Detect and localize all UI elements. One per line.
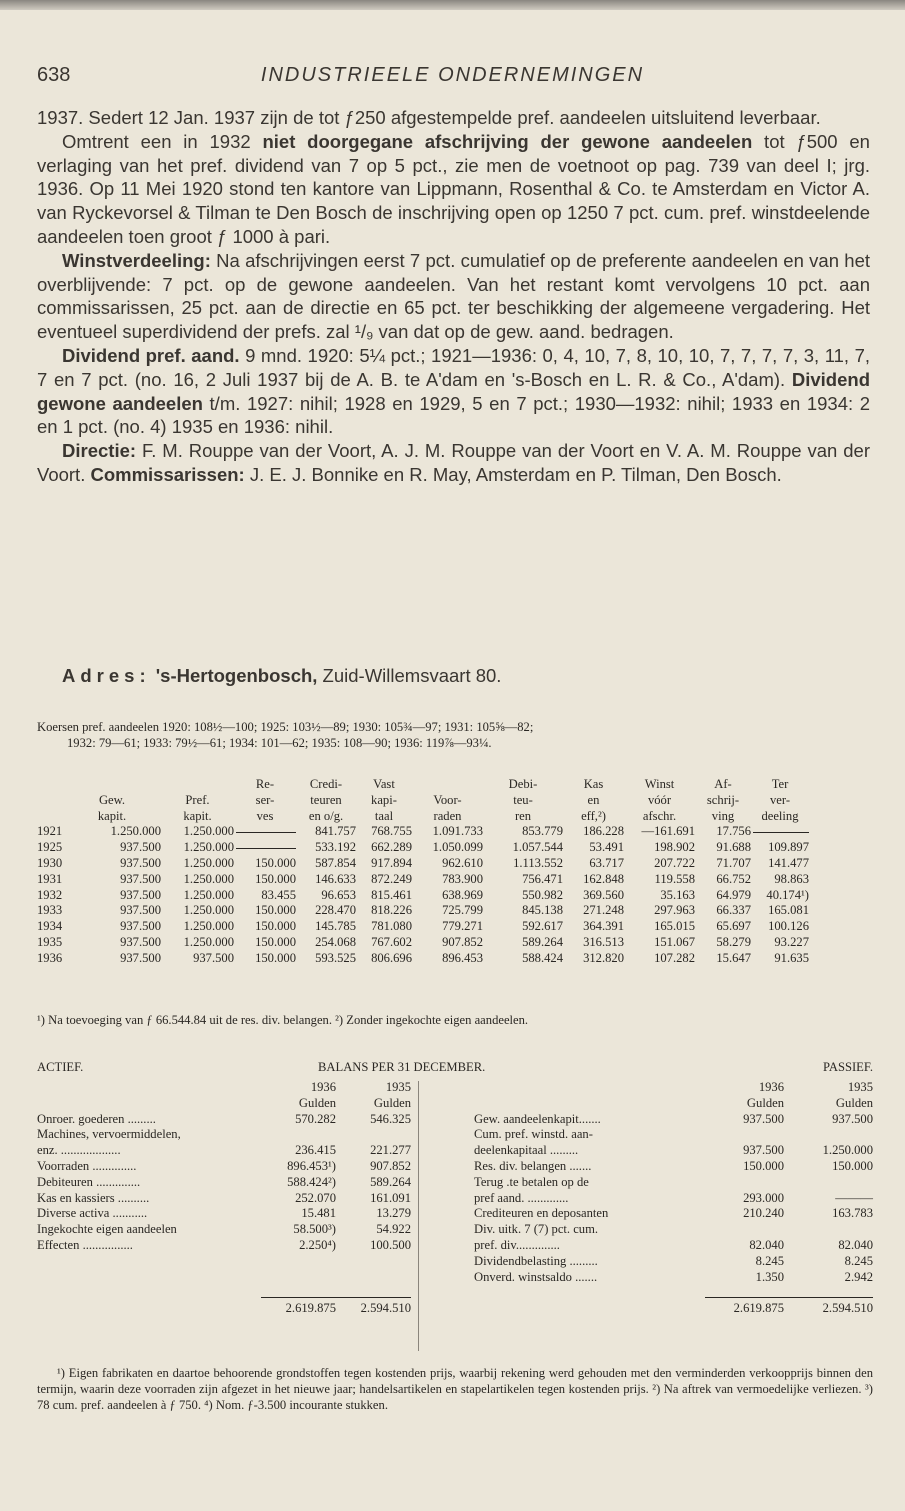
total-value: 2.594.510 xyxy=(360,1301,411,1316)
column-header: teuren xyxy=(310,792,342,807)
sum-rule xyxy=(261,1297,411,1298)
table-cell: 364.391 xyxy=(583,919,624,934)
section-label: Directie: xyxy=(62,440,137,462)
year-cell: 1925 xyxy=(37,840,63,855)
table-header-row xyxy=(37,777,873,793)
year-cell: 1921 xyxy=(37,824,63,839)
passief-value: 937.500 xyxy=(743,1111,784,1126)
table-cell: 588.424 xyxy=(522,950,563,965)
table-cell: 1.250.000 xyxy=(183,903,234,918)
balance-row xyxy=(37,1112,873,1128)
table-cell: 962.610 xyxy=(442,855,483,870)
section-label: Commissarissen: xyxy=(90,463,245,485)
column-header: raden xyxy=(433,808,462,823)
year-cell: 1936 xyxy=(37,950,63,965)
table-cell: 937.500 xyxy=(120,871,161,886)
table-cell: 58.279 xyxy=(716,934,751,949)
table-cell: 66.337 xyxy=(716,903,751,918)
dash-rule xyxy=(753,832,809,833)
table-cell: 162.848 xyxy=(583,871,624,886)
actief-item-label: Machines, vervoermiddelen, xyxy=(37,1127,181,1142)
table-cell: 150.000 xyxy=(255,903,296,918)
table-cell: 1.057.544 xyxy=(512,840,563,855)
table-cell: 119.558 xyxy=(654,871,695,886)
passief-value: 937.500 xyxy=(743,1143,784,1158)
table-cell: 53.491 xyxy=(589,840,624,855)
section-label: Winstverdeeling: xyxy=(62,249,211,271)
total-value: 2.594.510 xyxy=(822,1301,873,1316)
column-header: deeling xyxy=(761,808,799,823)
passief-item-label: pref. div.............. xyxy=(474,1237,560,1252)
table-cell xyxy=(234,840,296,856)
column-header: schrij- xyxy=(706,792,740,807)
balance-row xyxy=(37,1238,873,1254)
passief-value: ——— xyxy=(835,1190,873,1205)
column-header: Gew. xyxy=(98,792,126,807)
page-number: 638 xyxy=(37,64,71,86)
table-cell: 756.471 xyxy=(522,871,563,886)
table-cell: 100.126 xyxy=(768,919,809,934)
actief-value: 221.277 xyxy=(370,1143,411,1158)
table-cell: 1.050.099 xyxy=(432,840,483,855)
totals-row xyxy=(37,1301,873,1317)
table-cell: 141.477 xyxy=(768,855,809,870)
passief-item-label: Dividendbelasting ......... xyxy=(474,1253,598,1268)
sum-rule-row xyxy=(37,1285,873,1301)
table-cell: 1.113.552 xyxy=(513,855,563,870)
year-cell: 1934 xyxy=(37,919,63,934)
passief-value: 8.245 xyxy=(755,1253,784,1268)
table-cell: 165.015 xyxy=(654,919,695,934)
table-cell: 937.500 xyxy=(120,840,161,855)
table-row xyxy=(37,951,873,967)
passief-item-label: deelenkapitaal ......... xyxy=(474,1143,579,1158)
table-cell: 15.647 xyxy=(716,950,751,965)
passief-value: 937.500 xyxy=(832,1111,873,1126)
actief-value: 907.852 xyxy=(370,1158,411,1173)
table-row xyxy=(37,856,873,872)
table-cell: 841.757 xyxy=(315,824,356,839)
table-cell: 64.979 xyxy=(716,887,751,902)
actief-value: 896.453¹) xyxy=(287,1158,336,1173)
column-header: en o/g. xyxy=(308,808,344,823)
table-cell: 815.461 xyxy=(371,887,412,902)
balance-row xyxy=(37,1159,873,1175)
koersen-block xyxy=(37,719,873,751)
paragraph-dividend: Dividend pref. aand. 9 mnd. 1920: 5¼ pct.; 1921—1936: 0, 4, 10, 7, 8, 10, 10, 7, 7, 7, 7, 3, 11, 7, 7 en 7 pct. (no. 16, 2 Juli 1937 bij de A. B. te A'dam en 's-Bosch en L. R. & Co., A'dam). Dividend gewone aandeelen t/m. 1927: nihil; 1928 en 1929, 5 en 7 pct.; 1930—1932: nihil; 1933 en 1934: 2 en 1 pct. (no. 4) 1935 en 1936: nihil. xyxy=(37,344,870,438)
table-cell: 907.852 xyxy=(442,934,483,949)
table-cell: 83.455 xyxy=(261,887,296,902)
table-cell: 93.227 xyxy=(774,934,809,949)
table-cell: —161.691 xyxy=(641,824,695,839)
dash-rule xyxy=(236,832,296,833)
table-cell: 312.820 xyxy=(583,950,624,965)
table-cell: 150.000 xyxy=(255,950,296,965)
actief-value: 161.091 xyxy=(370,1190,411,1205)
actief-item-label: Kas en kassiers .......... xyxy=(37,1190,150,1205)
paragraph-winstverdeeling: Winstverdeeling: Na afschrijvingen eerst 7 pct. cumulatief op de preferente aandeelen en van het overblijvende: 7 pct. op de gewone aandeelen. Van het restant komt vervolgens 10 pct. aan commissarissen, 25 pct. aan de directie en 65 pct. ter beschikking der algemeene vergadering. Het eventueel superdividend der prefs. zal ¹/₉ van dat op de gew. aand. bedragen. xyxy=(37,249,870,343)
column-header: taal xyxy=(374,808,394,823)
table-cell: 207.722 xyxy=(654,855,695,870)
unit-header: Gulden xyxy=(746,1095,784,1110)
running-title: INDUSTRIEELE ONDERNEMINGEN xyxy=(260,64,645,86)
table-cell: 592.617 xyxy=(522,919,563,934)
balance-sheet xyxy=(37,1060,873,1317)
actief-value: 2.250⁴) xyxy=(299,1237,336,1252)
column-header: ving xyxy=(711,808,735,823)
actief-value: 570.282 xyxy=(295,1111,336,1126)
table-header-row xyxy=(37,793,873,809)
table-cell: 533.192 xyxy=(315,840,356,855)
table-row xyxy=(37,935,873,951)
table-cell: 369.560 xyxy=(583,887,624,902)
passief-value: 210.240 xyxy=(743,1206,784,1221)
table-cell: 937.500 xyxy=(193,950,234,965)
table-cell: 271.248 xyxy=(583,903,624,918)
actief-value: 54.922 xyxy=(376,1222,411,1237)
balance-row xyxy=(37,1270,873,1286)
koersen-line-2: 1932: 79—61; 1933: 79½—61; 1934: 101—62; 1935: 108—90; 1936: 119⅞—93¼. xyxy=(67,736,492,750)
table-cell: 917.894 xyxy=(371,855,412,870)
table-cell: 872.249 xyxy=(371,871,412,886)
table-cell: 91.635 xyxy=(774,950,809,965)
passief-value: 82.040 xyxy=(749,1237,784,1252)
section-label: Dividend gewone aandeelen xyxy=(37,368,870,414)
passief-item-label: pref aand. ............. xyxy=(474,1190,569,1205)
actief-label: ACTIEF. xyxy=(37,1060,84,1074)
actief-item-label: Debiteuren .............. xyxy=(37,1174,141,1189)
table-cell xyxy=(234,824,296,840)
table-row xyxy=(37,919,873,935)
body-text xyxy=(37,106,870,487)
column-header: Re- xyxy=(255,777,275,791)
table-cell: 146.633 xyxy=(315,871,356,886)
unit-header: Gulden xyxy=(298,1095,336,1110)
unit-header: Gulden xyxy=(373,1095,411,1110)
unit-header-row xyxy=(37,1096,873,1112)
balance-row xyxy=(37,1127,873,1143)
column-header: Voor- xyxy=(433,792,462,807)
table-row xyxy=(37,824,873,840)
financial-table xyxy=(37,777,873,967)
year-header-row xyxy=(37,1080,873,1096)
table-cell: 35.163 xyxy=(660,887,695,902)
actief-value: 252.070 xyxy=(295,1190,336,1205)
column-header: eff,²) xyxy=(581,808,606,823)
column-divider xyxy=(418,1081,419,1351)
passief-item-label: Gew. aandeelenkapit....... xyxy=(474,1111,601,1126)
table-cell: 937.500 xyxy=(120,950,161,965)
passief-value: 150.000 xyxy=(743,1158,784,1173)
table-cell: 1.250.000 xyxy=(183,919,234,934)
bold-phrase: niet doorgegane afschrijving der gewone aandeelen xyxy=(262,130,753,152)
actief-item-label: Voorraden .............. xyxy=(37,1158,137,1173)
column-header: vóór xyxy=(647,792,672,807)
table-cell: 779.271 xyxy=(442,919,483,934)
column-header: Af- xyxy=(714,777,732,791)
actief-item-label: Ingekochte eigen aandeelen xyxy=(37,1222,177,1237)
column-header: afschr. xyxy=(642,808,677,823)
table-cell: 1.091.733 xyxy=(432,824,483,839)
actief-item-label: enz. ................... xyxy=(37,1143,121,1158)
table-cell: 17.756 xyxy=(716,824,751,839)
table-footnote: ¹) Na toevoeging van ƒ 66.544.84 uit de res. div. belangen. ²) Zonder ingekochte eigen aandeelen. xyxy=(37,1013,529,1027)
paragraph-1: 1937. Sedert 12 Jan. 1937 zijn de tot ƒ250 afgestempelde pref. aandeelen uitsluitend leverbaar. xyxy=(37,107,821,128)
year-cell: 1931 xyxy=(37,871,63,886)
passief-value: 1.250.000 xyxy=(822,1143,873,1158)
column-header: kapit. xyxy=(97,808,127,823)
table-cell: 151.067 xyxy=(654,934,695,949)
actief-item-label: Effecten ................ xyxy=(37,1237,133,1252)
adres-city: 's-Hertogenbosch, xyxy=(155,665,318,686)
table-row xyxy=(37,903,873,919)
dash-rule xyxy=(236,848,296,849)
table-cell: 638.969 xyxy=(442,887,483,902)
table-cell: 767.602 xyxy=(371,934,412,949)
sum-rule xyxy=(705,1297,873,1298)
balance-row xyxy=(37,1254,873,1270)
passief-value: 163.783 xyxy=(832,1206,873,1221)
actief-value: 589.264 xyxy=(370,1174,411,1189)
paragraph-2: Omtrent een in 1932 niet doorgegane afschrijving der gewone aandeelen tot ƒ500 en verlaging van het pref. dividend van 7 op 5 pct., zie men de voetnoot op pag. 739 van deel I; jrg. 1936. Op 11 Mei 1920 stond ten kantore van Lippmann, Rosenthal & Co. te Amsterdam en Victor A. van Ryckevorsel & Tilman te Den Bosch de inschrijving open op 1250 7 pct. cum. pref. winstdeelende aandeelen toen groot ƒ 1000 à pari. xyxy=(37,130,870,247)
table-cell: 845.138 xyxy=(522,903,563,918)
table-header-row xyxy=(37,809,873,825)
table-cell: 662.289 xyxy=(371,840,412,855)
section-label: Dividend pref. aand. xyxy=(62,344,240,366)
table-cell: 768.755 xyxy=(371,824,412,839)
column-header: ser- xyxy=(255,792,275,807)
actief-value: 236.415 xyxy=(295,1143,336,1158)
table-cell: 254.068 xyxy=(315,934,356,949)
year-header: 1935 xyxy=(847,1080,873,1094)
passief-value: 293.000 xyxy=(743,1190,784,1205)
actief-value: 546.325 xyxy=(370,1111,411,1126)
adres-label: Adres: xyxy=(62,665,151,686)
column-header: kapi- xyxy=(371,792,397,807)
table-cell: 550.982 xyxy=(522,887,563,902)
balance-row xyxy=(37,1191,873,1207)
passief-value: 1.350 xyxy=(755,1269,784,1284)
table-cell: 65.697 xyxy=(716,919,751,934)
column-header: Winst xyxy=(644,777,675,791)
table-cell: 781.080 xyxy=(371,919,412,934)
year-cell: 1932 xyxy=(37,887,63,902)
year-cell: 1930 xyxy=(37,855,63,870)
balance-row xyxy=(37,1206,873,1222)
passief-item-label: Onverd. winstsaldo ....... xyxy=(474,1269,598,1284)
year-header: 1936 xyxy=(310,1080,336,1094)
table-cell: 297.963 xyxy=(654,903,695,918)
column-header: ren xyxy=(514,808,532,823)
table-cell: 1.250.000 xyxy=(110,824,161,839)
passief-item-label: Res. div. belangen ....... xyxy=(474,1158,592,1173)
table-cell: 937.500 xyxy=(120,934,161,949)
actief-value: 588.424²) xyxy=(287,1174,336,1189)
table-cell: 150.000 xyxy=(255,871,296,886)
table-cell: 1.250.000 xyxy=(183,840,234,855)
column-header: Vast xyxy=(373,777,395,791)
table-cell: 66.752 xyxy=(716,871,751,886)
column-header: teu- xyxy=(513,792,533,807)
adres-street: Zuid-Willemsvaart 80. xyxy=(317,665,502,686)
table-cell: 98.863 xyxy=(774,871,809,886)
table-cell: 1.250.000 xyxy=(183,887,234,902)
passief-value: 2.942 xyxy=(844,1269,873,1284)
table-cell: 725.799 xyxy=(442,903,483,918)
balance-title-row xyxy=(37,1060,873,1080)
koersen-line-1: Koersen pref. aandeelen 1920: 108½—100; 1925: 103½—89; 1930: 105¾—97; 1931: 105⅝—82; xyxy=(37,720,534,734)
balance-row xyxy=(37,1143,873,1159)
column-header: Kas xyxy=(583,777,604,791)
year-cell: 1933 xyxy=(37,903,63,918)
table-cell: 1.250.000 xyxy=(183,855,234,870)
table-cell: 818.226 xyxy=(371,903,412,918)
column-header: Pref. xyxy=(185,792,210,807)
page-edge xyxy=(0,0,905,10)
table-cell: 109.897 xyxy=(768,840,809,855)
table-cell: 228.470 xyxy=(315,903,356,918)
table-cell: 589.264 xyxy=(522,934,563,949)
table-cell: 186.228 xyxy=(583,824,624,839)
passief-item-label: Cum. pref. winstd. aan- xyxy=(474,1127,593,1142)
table-cell: 63.717 xyxy=(589,855,624,870)
table-cell: 107.282 xyxy=(654,950,695,965)
adres-line xyxy=(62,665,501,687)
table-cell: 587.854 xyxy=(315,855,356,870)
table-cell: 937.500 xyxy=(120,887,161,902)
actief-value: 15.481 xyxy=(301,1206,336,1221)
balance-title: BALANS PER 31 DECEMBER. xyxy=(318,1060,486,1074)
passief-item-label: Div. uitk. 7 (7) pct. cum. xyxy=(474,1222,599,1237)
table-cell: 198.902 xyxy=(654,840,695,855)
table-cell: 1.250.000 xyxy=(183,871,234,886)
table-cell: 593.525 xyxy=(315,950,356,965)
balance-row xyxy=(37,1175,873,1191)
column-header: kapit. xyxy=(183,808,212,823)
balance-footnote: ¹) Eigen fabrikaten en daartoe behoorende grondstoffen tegen kostenden prijs, waarbij rekening werd gehouden met den verminderden verkoopprijs binnen den termijn, waarin deze voorraden zijn afgezet in het nieuwe jaar; handelsartikelen en stapelartikelen tegen kostenden prijs. ²) Na aftrek van vermoedelijke verliezen. ³) 78 cum. pref. aandeelen à ƒ 750. ⁴) Nom. ƒ-3.500 incourante stukken. xyxy=(37,1366,873,1412)
table-cell: 1.250.000 xyxy=(183,934,234,949)
table-cell: 1.250.000 xyxy=(183,824,234,839)
actief-item-label: Onroer. goederen ......... xyxy=(37,1111,156,1126)
table-cell xyxy=(751,824,809,840)
table-cell: 316.513 xyxy=(583,934,624,949)
total-value: 2.619.875 xyxy=(733,1301,784,1316)
table-cell: 71.707 xyxy=(716,855,751,870)
table-cell: 937.500 xyxy=(120,855,161,870)
balance-row xyxy=(37,1222,873,1238)
table-cell: 91.688 xyxy=(716,840,751,855)
actief-value: 58.500³) xyxy=(293,1222,336,1237)
paragraph-directie: Directie: F. M. Rouppe van der Voort, A. J. M. Rouppe van der Voort en V. A. M. Rouppe van der Voort. Commissarissen: J. E. J. Bonnike en R. May, Amsterdam en P. Tilman, Den Bosch. xyxy=(37,440,870,485)
column-header: Debi- xyxy=(508,777,538,791)
table-row xyxy=(37,840,873,856)
passief-value: 150.000 xyxy=(832,1158,873,1173)
passief-label: PASSIEF. xyxy=(823,1060,873,1074)
passief-item-label: Crediteuren en deposanten xyxy=(474,1206,609,1221)
table-cell: 145.785 xyxy=(315,919,356,934)
table-cell: 150.000 xyxy=(255,855,296,870)
table-cell: 40.174¹) xyxy=(766,887,809,902)
unit-header: Gulden xyxy=(835,1095,873,1110)
table-row xyxy=(37,872,873,888)
table-row xyxy=(37,888,873,904)
table-cell: 150.000 xyxy=(255,934,296,949)
column-header: Credi- xyxy=(309,777,343,791)
year-header: 1936 xyxy=(758,1080,784,1094)
column-header: ves xyxy=(256,808,274,823)
total-value: 2.619.875 xyxy=(285,1301,336,1316)
table-cell: 96.653 xyxy=(321,887,356,902)
table-cell: 806.696 xyxy=(371,950,412,965)
passief-value: 8.245 xyxy=(844,1253,873,1268)
table-cell: 896.453 xyxy=(442,950,483,965)
table-cell: 937.500 xyxy=(120,919,161,934)
actief-value: 100.500 xyxy=(370,1237,411,1252)
passief-item-label: Terug .te betalen op de xyxy=(474,1174,589,1189)
year-header: 1935 xyxy=(385,1080,411,1094)
table-cell: 783.900 xyxy=(442,871,483,886)
table-cell: 853.779 xyxy=(522,824,563,839)
actief-value: 13.279 xyxy=(376,1206,411,1221)
column-header: ver- xyxy=(769,792,791,807)
table-cell: 937.500 xyxy=(120,903,161,918)
column-header: Ter xyxy=(771,777,789,791)
year-cell: 1935 xyxy=(37,934,63,949)
actief-item-label: Diverse activa ........... xyxy=(37,1206,148,1221)
table-cell: 165.081 xyxy=(768,903,809,918)
table-cell: 150.000 xyxy=(255,919,296,934)
column-header: en xyxy=(587,792,600,807)
passief-value: 82.040 xyxy=(838,1237,873,1252)
